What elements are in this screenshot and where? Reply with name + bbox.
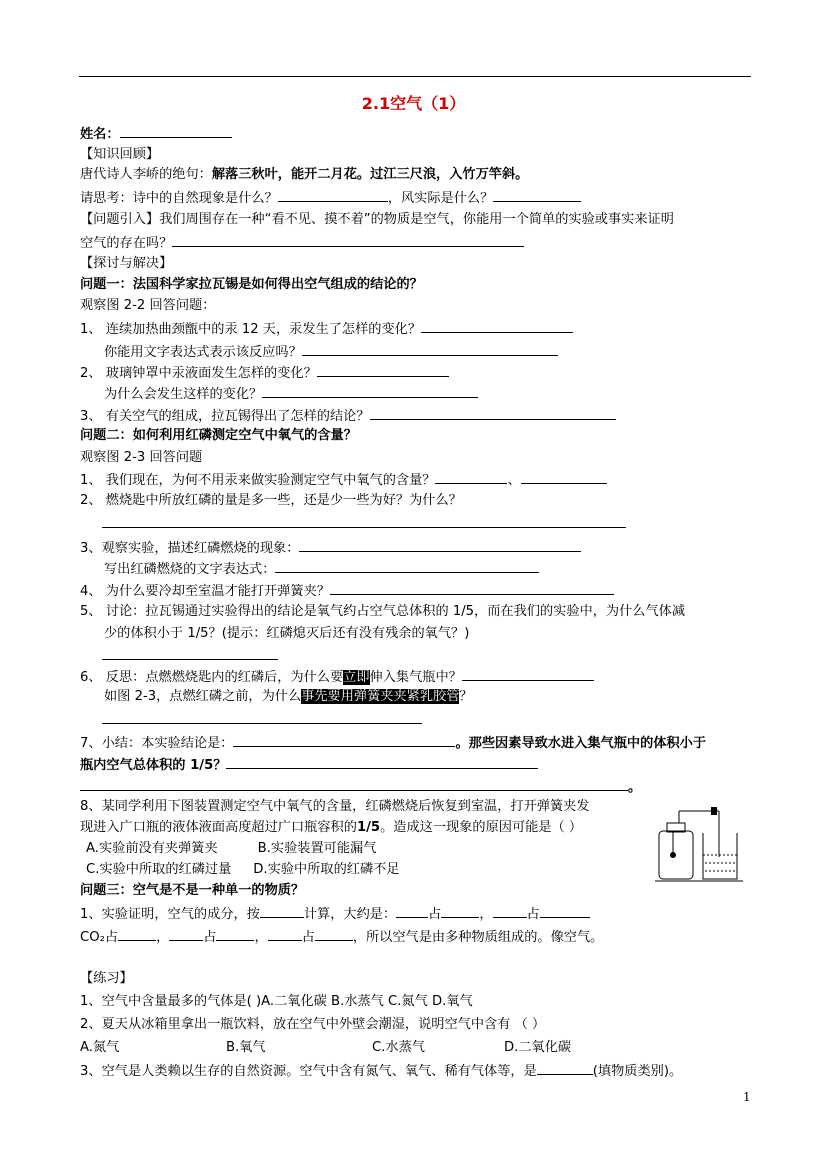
option-d[interactable]: D.实验中所取的红磷不足 [253,862,400,877]
question-text: 。造成这一现象的原因可能是（ ） [380,820,583,835]
highlighted-text: 立即 [343,670,370,685]
question-text: 3、空气是人类赖以生存的自然资源。空气中含有氮气、氧气、稀有气体等，是 [80,1064,537,1079]
exercise-2: 2、夏天从冰箱里拿出一瓶饮料，放在空气中外壁会潮湿，说明空气中含有 （ ） [80,1017,546,1032]
intro-question: 【问题引入】我们周围存在一种“看不见、摸不着”的物质是空气，你能用一个简单的实验或事实来证明 [80,212,674,227]
name-blank[interactable] [120,124,232,138]
answer-blank[interactable] [80,777,628,791]
question-text: 为什么会发生这样的变化？ [104,387,263,402]
problem-two-title: 问题二：如何利用红磷测定空气中氧气的含量？ [80,428,357,443]
question-text: 3、 有关空气的组成，拉瓦锡得出了怎样的结论？ [80,409,370,424]
problem-one-title: 问题一：法国科学家拉瓦锡是如何得出空气组成的结论的？ [80,277,423,292]
page-number: 1 [743,1090,751,1104]
answer-blank[interactable] [435,470,507,484]
think-question: 请思考：诗中的自然现象是什么？ [80,191,278,206]
question-text: 计算，大约是： [303,907,397,922]
answer-blank[interactable] [537,1061,593,1075]
occupy-word: 占 [301,930,315,945]
comma: ， [479,907,493,922]
think-question-2: ，风实际是什么？ [387,191,494,206]
p1-question-1 [80,319,573,339]
question-text: 现进入广口瓶的液体液面高度超过广口瓶容积的 [80,820,357,835]
header-rule [79,76,751,77]
answer-blank[interactable] [396,904,428,918]
option-d[interactable]: D.二氧化碳 [504,1040,572,1055]
question-text: 。那些因素导致水进入集气瓶中的体积小于 [455,736,707,751]
exercise-2-options [80,1039,571,1057]
p2-question-6-blank [102,710,422,730]
question-text: 3、观察实验，描述红磷燃烧的现象： [80,541,300,556]
poem-text: 解落三秋叶，能开二月花。过江三尺浪，入竹万竿斜。 [211,167,529,182]
review-heading: 【知识回顾】 [80,147,160,162]
answer-blank[interactable] [302,342,558,356]
p2-question-5-blank [102,646,278,666]
p1-question-2 [80,363,449,383]
question-text: 1、 连续加热曲颈甑中的汞 12 天，汞发生了怎样的变化？ [80,322,422,337]
answer-blank[interactable] [260,904,304,918]
think-line [80,188,581,208]
poem-line [80,166,528,184]
question-text: 7、小结：本实验结论是： [80,736,234,751]
p2-question-8: 8、某同学利用下图装置测定空气中氧气的含量，红磷燃烧后恢复到室温，打开弹簧夹发 [80,799,590,814]
answer-blank[interactable] [216,927,254,941]
p2-question-7b [80,755,538,775]
occupy-word: 占 [428,907,442,922]
answer-blank[interactable] [172,233,524,247]
practice-heading: 【练习】 [80,971,133,986]
p2-question-6 [80,667,594,687]
option-a[interactable]: A.氮气 [80,1040,120,1055]
exercise-1: 1、空气中含量最多的气体是( )A.二氧化碳 B.水蒸气 C.氮气 D.氧气 [80,994,473,1009]
question-text: 1、实验证明，空气的成分，按 [80,907,260,922]
answer-blank[interactable] [330,581,614,595]
p2-question-1 [80,470,607,490]
answer-blank[interactable] [421,319,573,333]
answer-blank[interactable] [315,927,353,941]
answer-blank[interactable] [226,755,538,769]
highlighted-text: 事先要用弹簧夹夹紧乳胶管 [301,689,460,704]
answer-blank[interactable] [462,667,594,681]
answer-blank[interactable] [102,514,626,528]
p2-question-5b: 少的体积小于 1/5？(提示：红磷熄灭后还有没有残余的氧气？) [104,626,470,641]
answer-blank[interactable] [268,927,302,941]
option-b[interactable]: B.实验装置可能漏气 [257,841,377,856]
comma: ， [254,930,268,945]
fraction-value: 1/5 [356,820,381,835]
name-line [80,124,232,144]
page-title: 2.1空气（1） [361,94,466,113]
comma: ， [156,930,170,945]
answer-blank[interactable] [441,904,479,918]
question-text: (填物质类别)。 [592,1064,683,1079]
p2-question-3 [80,538,581,558]
occupy-word: 占 [526,907,540,922]
p2-question-5: 5、 讨论：拉瓦锡通过实验得出的结论是氧气约占空气总体积的 1/5，而在我们的实验中，为什么气体减 [80,604,686,619]
observe-fig-2-2: 观察图 2-2 回答问题： [80,298,216,313]
answer-blank[interactable] [370,406,616,420]
answer-blank[interactable] [493,188,581,202]
p2-question-2-blank [102,514,626,534]
p2-question-8b [80,819,582,837]
explore-heading: 【探讨与解决】 [80,256,173,271]
question-text: 1、 我们现在，为何不用汞来做实验测定空气中氧气的含量？ [80,473,436,488]
intro-question-2 [80,233,524,253]
p2-question-7 [80,733,706,753]
answer-blank[interactable] [233,733,455,747]
p2-question-7-blank [80,777,641,797]
p1-question-2b [104,384,478,404]
answer-blank[interactable] [275,559,539,573]
option-a[interactable]: A.实验前没有夹弹簧夹 [86,841,218,856]
poem-intro: 唐代诗人李峤的绝句： [80,167,212,182]
question-text: 4、 为什么要冷却至室温才能打开弹簧夹？ [80,584,330,599]
observe-fig-2-3: 观察图 2-3 回答问题 [80,450,203,465]
answer-blank[interactable] [299,538,581,552]
question-text: 瓶内空气总体积的 1/5？ [80,758,227,773]
answer-blank[interactable] [118,927,156,941]
occupy-word: 占 [203,930,217,945]
option-c[interactable]: C.水蒸气 [372,1040,425,1055]
p2-question-3b [104,559,539,579]
answer-blank[interactable] [493,904,527,918]
p2-question-2: 2、 燃烧匙中所放红磷的量是多一些，还是少一些为好？为什么？ [80,493,462,508]
options-row-1 [86,840,376,858]
answer-blank[interactable] [102,710,422,724]
p2-question-6b [104,688,473,706]
question-text: 你能用文字表达式表示该反应吗？ [104,345,302,360]
p3-question-1 [80,904,590,924]
period: 。 [628,780,642,795]
option-b[interactable]: B.氧气 [226,1040,266,1055]
question-text: 2、 玻璃钟罩中汞液面发生怎样的变化？ [80,366,317,381]
p3-question-1b [80,927,603,947]
separator: 、 [507,473,521,488]
experiment-apparatus-figure [655,805,745,883]
answer-blank[interactable] [540,904,590,918]
answer-blank[interactable] [278,188,388,202]
question-text: ，所以空气是由多种物质组成的。像空气。 [352,930,604,945]
p1-question-3 [80,406,616,426]
option-c[interactable]: C.实验中所取的红磷过量 [86,862,232,877]
answer-blank[interactable] [169,927,203,941]
answer-blank[interactable] [317,363,449,377]
answer-blank[interactable] [262,384,478,398]
p2-question-4 [80,581,614,601]
question-text: 伸入集气瓶中？ [369,670,462,685]
answer-blank[interactable] [102,646,278,660]
intro-question-text: 空气的存在吗？ [80,236,173,251]
exercise-3 [80,1061,682,1081]
answer-blank[interactable] [521,470,607,484]
p1-question-1b [104,342,558,362]
co2-label: CO₂占 [80,930,119,945]
question-text: 6、 反思：点燃燃烧匙内的红磷后，为什么要 [80,670,344,685]
problem-three-title: 问题三：空气是不是一种单一的物质？ [80,883,305,898]
options-row-2 [86,861,400,879]
question-mark: ？ [459,689,473,704]
question-text: 写出红磷燃烧的文字表达式： [104,562,276,577]
name-label: 姓名： [80,127,120,142]
question-text: 如图 2-3，点燃红磷之前，为什么 [104,689,302,704]
